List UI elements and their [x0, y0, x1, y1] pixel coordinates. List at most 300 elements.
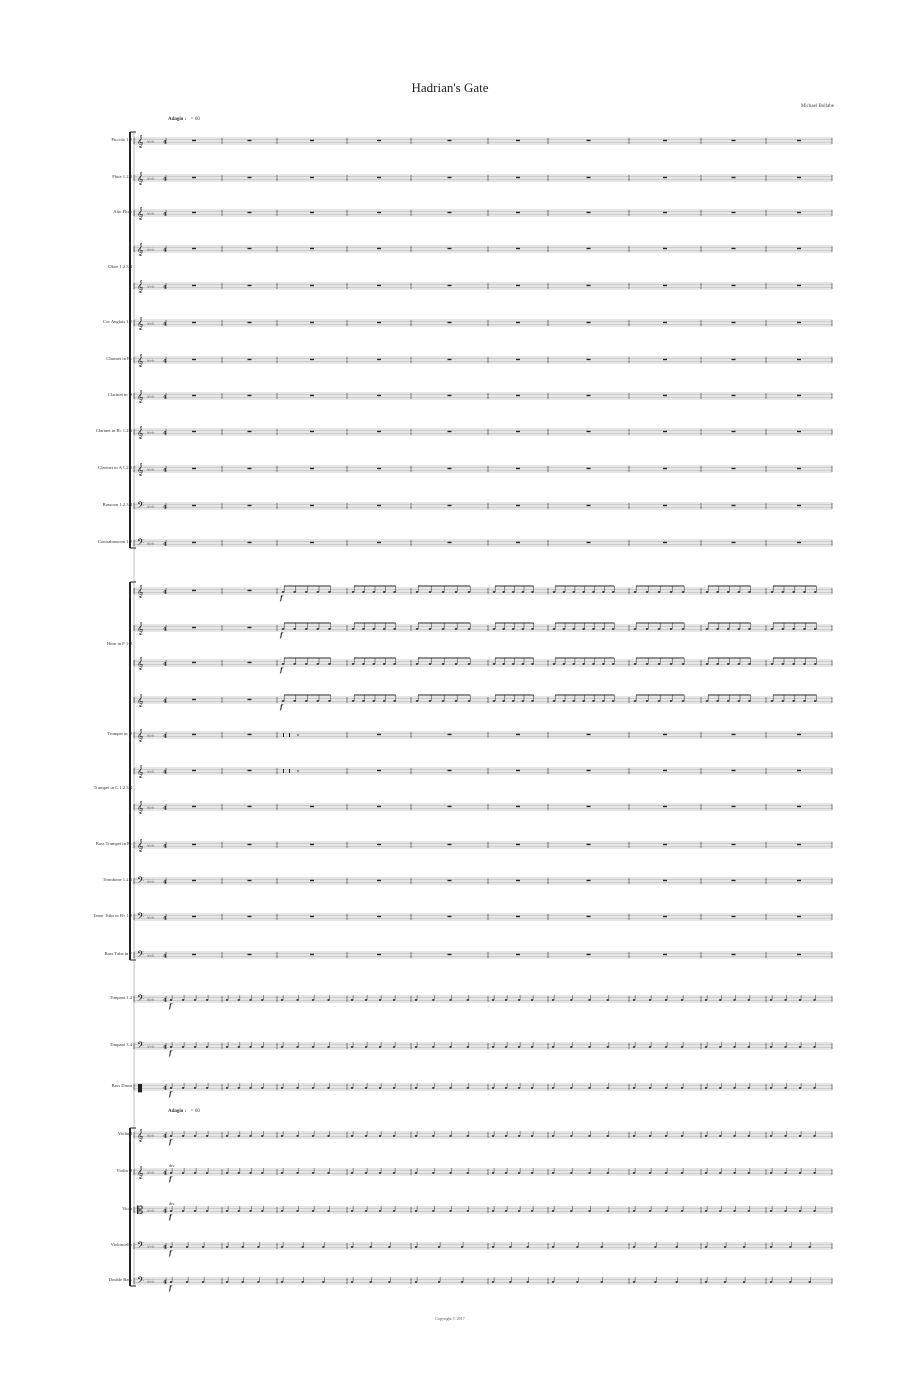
note	[814, 591, 817, 593]
time-signature: 4	[163, 321, 167, 328]
note	[492, 1046, 494, 1048]
key-signature: ♭♭♭	[147, 769, 155, 775]
rest	[797, 770, 801, 771]
note	[438, 1246, 440, 1248]
note	[803, 663, 806, 665]
note	[438, 1281, 440, 1283]
note	[553, 628, 556, 630]
note	[607, 1210, 609, 1212]
rest	[516, 954, 520, 955]
rest	[663, 431, 667, 432]
staff	[134, 657, 832, 674]
rest	[192, 177, 196, 178]
rest	[310, 505, 314, 506]
note	[305, 700, 308, 702]
note	[312, 999, 314, 1001]
note	[249, 1046, 251, 1048]
note	[784, 999, 786, 1001]
note	[467, 1087, 469, 1089]
time-signature: 4	[163, 358, 167, 365]
rest	[248, 806, 252, 807]
note	[383, 663, 386, 665]
key-signature: ♭♭♭	[147, 805, 155, 811]
time-signature: 4	[163, 953, 167, 960]
rest	[448, 542, 452, 543]
rest	[192, 505, 196, 506]
note	[634, 591, 637, 593]
note	[461, 1281, 463, 1283]
note	[733, 1087, 735, 1089]
rest	[732, 542, 736, 543]
note	[588, 999, 590, 1001]
time-signature: 4	[163, 467, 167, 474]
clef-symbol: 𝄢	[137, 537, 145, 550]
rest	[448, 322, 452, 323]
note	[249, 999, 251, 1001]
time-signature: 4	[163, 879, 167, 886]
note	[194, 1135, 196, 1137]
note	[649, 1172, 651, 1174]
instrument-label: Piccolo 1.2	[111, 137, 132, 142]
dynamic-marking: f	[169, 1003, 172, 1010]
note	[748, 1046, 750, 1048]
rest	[663, 140, 667, 141]
rest	[797, 248, 801, 249]
rest	[732, 248, 736, 249]
note	[531, 1172, 533, 1174]
note	[206, 1172, 208, 1174]
rest	[732, 431, 736, 432]
note	[305, 591, 308, 593]
rest	[192, 954, 196, 955]
rest	[587, 806, 591, 807]
note	[365, 1046, 367, 1048]
note	[327, 1210, 329, 1212]
note	[238, 1172, 240, 1174]
time-signature: 4	[163, 589, 167, 596]
note	[782, 628, 785, 630]
note	[634, 700, 637, 702]
instrument-label: Timpani 3.4	[109, 1042, 132, 1047]
rest	[448, 734, 452, 735]
note	[738, 700, 741, 702]
rest	[248, 844, 252, 845]
note	[706, 591, 709, 593]
note	[792, 663, 795, 665]
time-signature: 4	[163, 541, 167, 548]
note	[682, 628, 685, 630]
rest	[663, 505, 667, 506]
rest	[248, 140, 252, 141]
rest	[310, 212, 314, 213]
instrument-label: Timpani 1.2	[109, 995, 132, 1000]
note	[576, 1246, 578, 1248]
note	[442, 700, 445, 702]
note	[512, 591, 515, 593]
note	[813, 1087, 815, 1089]
note	[553, 591, 556, 593]
note	[461, 1246, 463, 1248]
note	[261, 1087, 263, 1089]
rest	[587, 140, 591, 141]
note	[383, 700, 386, 702]
note	[716, 700, 719, 702]
staff	[134, 354, 832, 367]
rest	[192, 770, 196, 771]
note	[393, 1210, 395, 1212]
note	[312, 1087, 314, 1089]
note	[634, 628, 637, 630]
rest	[732, 212, 736, 213]
note	[351, 1135, 353, 1137]
note	[716, 628, 719, 630]
clef-symbol: 𝄞	[137, 243, 144, 256]
note	[432, 999, 434, 1001]
clef-symbol: 𝄞	[137, 729, 144, 742]
time-signature: 4	[163, 661, 167, 668]
note	[771, 628, 774, 630]
note	[467, 1210, 469, 1212]
rest	[516, 734, 520, 735]
rest	[732, 880, 736, 881]
note	[182, 1172, 184, 1174]
note	[799, 1210, 801, 1212]
note	[607, 999, 609, 1001]
note	[782, 591, 785, 593]
rest	[587, 322, 591, 323]
note	[526, 1246, 528, 1248]
note	[649, 1210, 651, 1212]
rest	[310, 395, 314, 396]
note	[607, 1087, 609, 1089]
rest	[587, 212, 591, 213]
note	[602, 700, 605, 702]
staff	[134, 317, 832, 330]
key-signature: ♭♭♭	[147, 879, 155, 885]
note	[665, 999, 667, 1001]
note	[743, 1246, 745, 1248]
clef-symbol: 𝄞	[137, 280, 144, 293]
note	[502, 628, 505, 630]
instrument-label: Trombone 1.2.3	[102, 877, 132, 882]
note	[379, 1087, 381, 1089]
time-signature: 4	[163, 211, 167, 218]
note	[705, 1281, 707, 1283]
note	[654, 1281, 656, 1283]
note	[784, 1172, 786, 1174]
note	[296, 1087, 298, 1089]
note	[505, 1087, 507, 1089]
rest	[248, 954, 252, 955]
note	[789, 1281, 791, 1283]
note	[658, 663, 661, 665]
rest	[587, 285, 591, 286]
rest	[797, 734, 801, 735]
note	[352, 628, 355, 630]
note	[432, 1172, 434, 1174]
note	[502, 700, 505, 702]
note	[607, 1172, 609, 1174]
rest	[192, 322, 196, 323]
note	[592, 700, 595, 702]
note	[261, 1172, 263, 1174]
note	[289, 733, 290, 737]
note	[301, 1281, 303, 1283]
note	[588, 1087, 590, 1089]
instrument-label: Horn in F 1-8	[106, 641, 132, 646]
note	[282, 663, 285, 665]
note	[682, 700, 685, 702]
note	[432, 1135, 434, 1137]
note	[784, 1087, 786, 1089]
rest	[587, 954, 591, 955]
note	[293, 628, 296, 630]
note	[170, 1135, 172, 1137]
rest	[797, 212, 801, 213]
rest	[192, 395, 196, 396]
note	[365, 1210, 367, 1212]
rest	[797, 285, 801, 286]
note	[665, 1135, 667, 1137]
note	[658, 591, 661, 593]
note	[373, 628, 376, 630]
note	[512, 628, 515, 630]
note	[261, 999, 263, 1001]
note	[238, 999, 240, 1001]
note	[415, 1135, 417, 1137]
staff	[134, 993, 832, 1010]
note	[682, 591, 685, 593]
note	[206, 1087, 208, 1089]
rest	[663, 248, 667, 249]
note	[429, 628, 432, 630]
note	[281, 1046, 283, 1048]
rest	[192, 916, 196, 917]
rest	[732, 734, 736, 735]
note	[799, 1087, 801, 1089]
note	[681, 1046, 683, 1048]
instrument-label: Trumpet in D	[107, 731, 132, 736]
staff	[134, 765, 832, 778]
note	[803, 591, 806, 593]
note	[654, 1246, 656, 1248]
note	[455, 628, 458, 630]
note	[675, 1281, 677, 1283]
rest	[587, 248, 591, 249]
rest	[587, 395, 591, 396]
note	[317, 663, 320, 665]
note	[799, 1135, 801, 1137]
rest	[663, 322, 667, 323]
clef-symbol: 𝄞	[137, 135, 144, 148]
rest	[248, 880, 252, 881]
note	[373, 700, 376, 702]
note	[681, 1210, 683, 1212]
rest	[663, 954, 667, 955]
note	[602, 663, 605, 665]
rest	[663, 395, 667, 396]
note	[415, 1087, 417, 1089]
note	[327, 1135, 329, 1137]
staff	[134, 390, 832, 403]
note	[393, 1087, 395, 1089]
note	[563, 628, 566, 630]
rest	[448, 140, 452, 141]
rest	[192, 248, 196, 249]
rest	[192, 590, 196, 591]
note	[281, 1281, 283, 1283]
instrument-label: Violin I	[117, 1131, 132, 1136]
note	[194, 999, 196, 1001]
note	[442, 663, 445, 665]
note	[706, 700, 709, 702]
rest	[516, 359, 520, 360]
key-signature: ♭♭♭	[147, 321, 155, 327]
note	[531, 628, 534, 630]
dynamic-marking: f	[280, 704, 283, 711]
note	[799, 1046, 801, 1048]
clef-symbol: 𝄢	[137, 1040, 145, 1053]
clef-symbol: 𝄞	[137, 801, 144, 814]
rest	[516, 844, 520, 845]
rest	[448, 285, 452, 286]
note	[393, 1046, 395, 1048]
rest	[377, 431, 381, 432]
rest	[248, 248, 252, 249]
rest	[732, 954, 736, 955]
rest	[587, 770, 591, 771]
tempo-text: Adagio	[168, 117, 184, 122]
note	[719, 1135, 721, 1137]
note	[362, 700, 365, 702]
note	[416, 663, 419, 665]
dynamic-marking: f	[280, 595, 283, 602]
rest	[663, 542, 667, 543]
note	[592, 591, 595, 593]
time-signature: 4	[163, 504, 167, 511]
note	[249, 1172, 251, 1174]
rest	[448, 177, 452, 178]
dynamic-marking: f	[169, 1214, 172, 1221]
time-signature: 4	[163, 1170, 167, 1177]
note	[719, 999, 721, 1001]
note	[467, 1172, 469, 1174]
note	[675, 1246, 677, 1248]
note	[449, 1172, 451, 1174]
note	[170, 1087, 172, 1089]
dynamic-marking: f	[169, 1050, 172, 1057]
note	[468, 591, 471, 593]
note	[416, 591, 419, 593]
rest	[587, 542, 591, 543]
rest	[248, 395, 252, 396]
rest	[248, 627, 252, 628]
note	[733, 1172, 735, 1174]
note	[607, 1046, 609, 1048]
rest	[192, 662, 196, 663]
note	[814, 628, 817, 630]
note	[432, 1210, 434, 1212]
note	[649, 999, 651, 1001]
note	[748, 1172, 750, 1174]
note	[748, 628, 751, 630]
note	[814, 663, 817, 665]
note	[681, 1135, 683, 1137]
note	[803, 700, 806, 702]
note	[705, 999, 707, 1001]
note	[552, 1246, 554, 1248]
rest	[192, 880, 196, 881]
note	[588, 1135, 590, 1137]
note	[612, 591, 615, 593]
note	[518, 999, 520, 1001]
staff	[134, 729, 832, 742]
staff	[134, 801, 832, 814]
staff	[134, 243, 832, 256]
note	[449, 1087, 451, 1089]
rest	[310, 140, 314, 141]
tempo-text: Adagio	[168, 1109, 184, 1114]
dynamic-marking: f	[280, 667, 283, 674]
clef-symbol: 𝄞	[137, 765, 144, 778]
key-signature: ♭♭♭	[147, 247, 155, 253]
note	[281, 1172, 283, 1174]
note	[563, 591, 566, 593]
rest	[797, 844, 801, 845]
note	[415, 1281, 417, 1283]
note	[813, 1210, 815, 1212]
note	[784, 1046, 786, 1048]
note	[373, 591, 376, 593]
rest	[377, 359, 381, 360]
note	[531, 1087, 533, 1089]
rest	[377, 770, 381, 771]
rest	[516, 212, 520, 213]
note	[770, 1281, 772, 1283]
note	[588, 1046, 590, 1048]
note	[388, 1281, 390, 1283]
note	[352, 663, 355, 665]
note	[415, 1246, 417, 1248]
note	[792, 700, 795, 702]
note	[502, 591, 505, 593]
note	[429, 700, 432, 702]
note	[226, 1087, 228, 1089]
div-marking: div.	[169, 1164, 176, 1168]
note	[531, 1135, 533, 1137]
note	[170, 1172, 172, 1174]
rest	[732, 916, 736, 917]
note	[415, 1046, 417, 1048]
note	[455, 591, 458, 593]
note	[449, 999, 451, 1001]
time-signature: 4	[163, 843, 167, 850]
staff	[134, 207, 832, 220]
clef-symbol: 𝄞	[137, 172, 144, 185]
note	[322, 1281, 324, 1283]
note	[449, 1210, 451, 1212]
dynamic-marking: f	[280, 632, 283, 639]
rest	[377, 212, 381, 213]
instrument-label: Alto Flute	[113, 209, 132, 214]
staff	[134, 463, 832, 476]
note	[393, 1172, 395, 1174]
note	[803, 628, 806, 630]
note	[633, 1135, 635, 1137]
note	[194, 1087, 196, 1089]
rest	[448, 468, 452, 469]
rest	[797, 322, 801, 323]
